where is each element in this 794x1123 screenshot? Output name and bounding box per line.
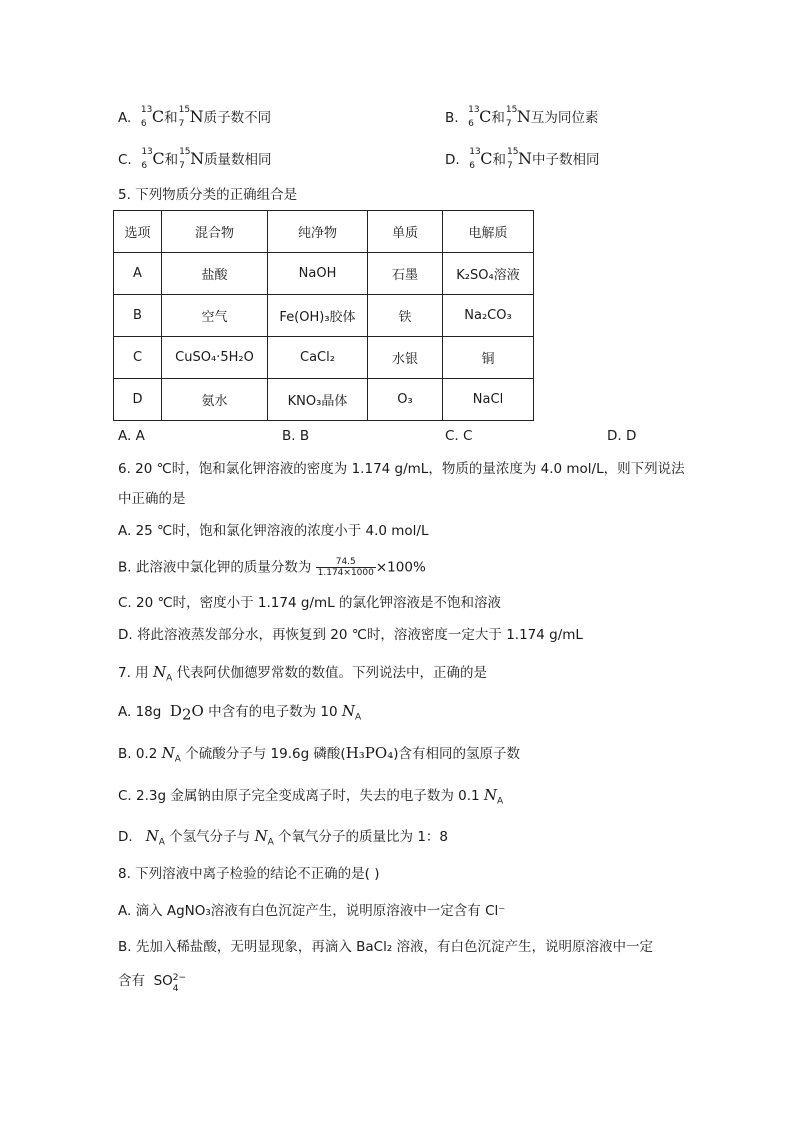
q7-option-d: D. $N_A$ 个氢气分子与 $N_A$ 个氧气分子的质量比为 1：8: [118, 827, 449, 848]
table-cell: 电解质: [443, 211, 534, 253]
q8-option-b-line1: B. 先加入稀盐酸，无明显现象，再滴入 BaCl₂ 溶液，有白色沉淀产生，说明原溶液中一定: [118, 939, 654, 955]
q4-option-b: B. 13 6 C和 15 7 N互为同位素: [445, 105, 599, 129]
table-cell: 石墨: [368, 253, 443, 295]
c13-isotope: 13 6: [140, 105, 153, 129]
table-cell: O₃: [368, 379, 443, 421]
q8-option-a: A. 滴入 AgNO₃溶液有白色沉淀产生，说明原溶液中一定含有 Cl⁻: [118, 903, 506, 919]
table-cell: Na₂CO₃: [443, 295, 534, 337]
table-cell: 单质: [368, 211, 443, 253]
table-cell: C: [114, 337, 162, 379]
table-cell: CuSO₄·5H₂O: [162, 337, 268, 379]
q7-option-a: A. 18g $D_2O$ 中含有的电子数为 10 $N_A$: [118, 702, 362, 724]
table-row: [114, 253, 534, 295]
table-cell: 水银: [368, 337, 443, 379]
q5-answer-c: C. C: [445, 428, 473, 444]
q7-option-b: B. 0.2 $N_A$ 个硫酸分子与 19.6g 磷酸(H₃PO₄)含有相同的氢原子数: [118, 744, 520, 765]
table-cell: 氨水: [162, 379, 268, 421]
q4-option-d: D. 13 6 C和 15 7 N中子数相同: [445, 147, 600, 171]
classification-table: [113, 210, 534, 421]
q5-stem: 5. 下列物质分类的正确组合是: [118, 187, 298, 203]
q6-option-c: C. 20 ℃时，密度小于 1.174 g/mL 的氯化钾溶液是不饱和溶液: [118, 595, 501, 611]
q5-answer-b: B. B: [282, 428, 310, 444]
table-cell: KNO₃晶体: [268, 379, 368, 421]
q4-option-c: C. 13 6 C和 15 7 N质量数相同: [118, 147, 272, 171]
table-cell: 铁: [368, 295, 443, 337]
q5-answer-d: D. D: [607, 428, 637, 444]
q6-stem-line1: 6. 20 ℃时，饱和氯化钾溶液的密度为 1.174 g/mL，物质的量浓度为 4.0 mol/L，则下列说法: [118, 461, 685, 477]
table-cell: 空气: [162, 295, 268, 337]
q6-option-d: D. 将此溶液蒸发部分水，再恢复到 20 ℃时，溶液密度一定大于 1.174 g/mL: [118, 627, 583, 643]
table-cell: NaOH: [268, 253, 368, 295]
table-cell: A: [114, 253, 162, 295]
q6-option-b: B. 此溶液中氯化钾的质量分数为 $\frac{74.5}{1.174\times 1000}$ ×100%: [118, 557, 426, 578]
table-cell: K₂SO₄溶液: [443, 253, 534, 295]
table-cell: 混合物: [162, 211, 268, 253]
q8-stem: 8. 下列溶液中离子检验的结论不正确的是( ): [118, 866, 380, 882]
q6-stem-line2: 中正确的是: [118, 491, 186, 507]
table-row: [114, 295, 534, 337]
table-row: [114, 337, 534, 379]
q7-stem: 7. 用 $N_A$ 代表阿伏伽德罗常数的数值。下列说法中，正确的是: [118, 663, 488, 684]
q4-option-a: A. 13 6 C和 15 7 N质子数不同: [118, 105, 272, 129]
table-cell: B: [114, 295, 162, 337]
q5-answer-a: A. A: [118, 428, 145, 444]
table-cell: NaCl: [443, 379, 534, 421]
table-cell: 铜: [443, 337, 534, 379]
q6-option-a: A. 25 ℃时，饱和氯化钾溶液的浓度小于 4.0 mol/L: [118, 523, 429, 539]
q7-option-c: C. 2.3g 金属钠由原子完全变成离子时，失去的电子数为 0.1 $N_A$: [118, 786, 504, 807]
table-cell: 纯净物: [268, 211, 368, 253]
table-cell: 选项: [114, 211, 162, 253]
q8-option-b-line2: 含有 SO 2− 4: [118, 971, 189, 991]
table-header-row: [114, 211, 534, 253]
table-cell: Fe(OH)₃胶体: [268, 295, 368, 337]
table-cell: 盐酸: [162, 253, 268, 295]
mass-fraction: $\frac{74.5}{1.174\times 1000}$: [317, 557, 374, 578]
table-cell: D: [114, 379, 162, 421]
table-row: [114, 379, 534, 421]
table-cell: CaCl₂: [268, 337, 368, 379]
sulfate-ion: SO 2− 4: [153, 973, 187, 994]
